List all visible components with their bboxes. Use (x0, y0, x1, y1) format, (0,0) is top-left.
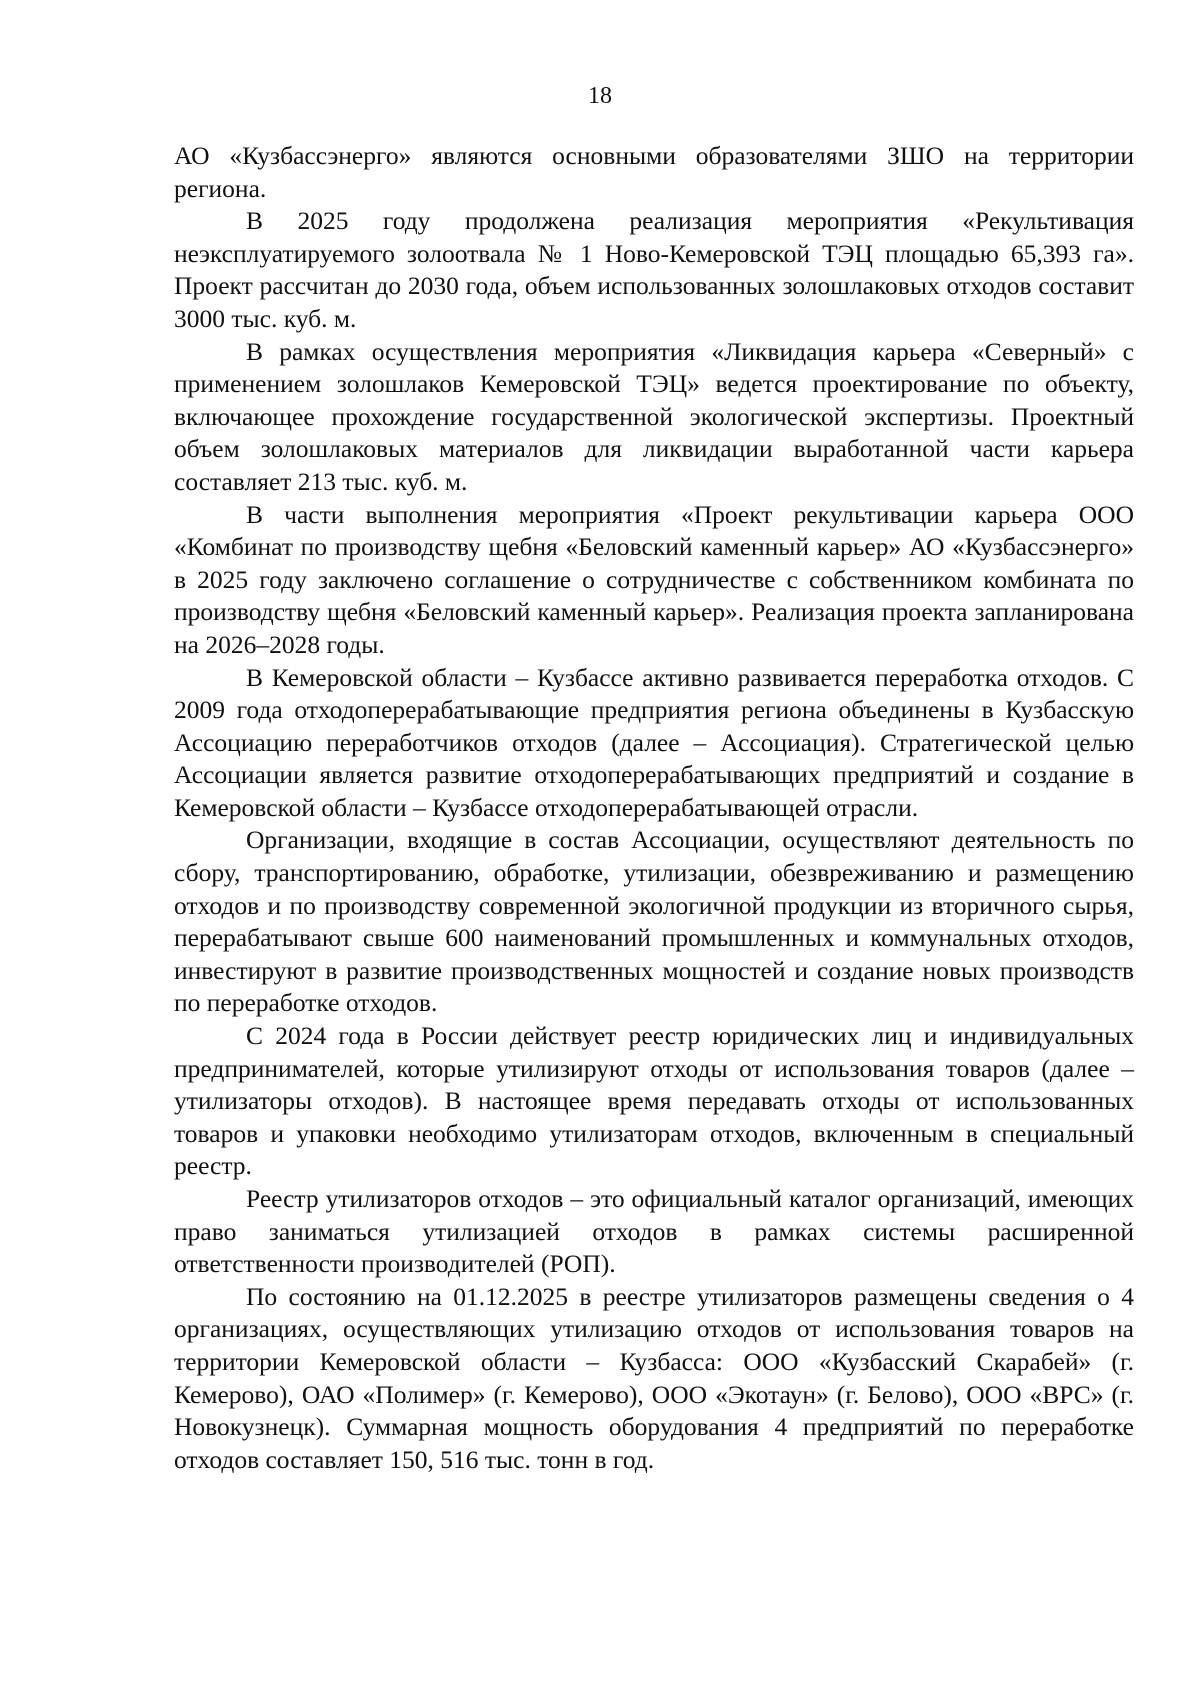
paragraph-registry-definition: Реестр утилизаторов отходов – это официальный каталог организаций, имеющих право заниматься утилизацией отходов в рамках системы расширенной ответственности производителей (РОП). (174, 1184, 1134, 1279)
paragraph-kuzbassenergo-continuation: АО «Кузбассэнерго» являются основными образователями ЗШО на территории региона. (174, 141, 1134, 203)
document-body (174, 140, 1134, 1476)
paragraph-belovsky-quarry: В части выполнения мероприятия «Проект рекультивации карьера ООО «Комбинат по производству щебня «Беловский каменный карьер» АО «Кузбассэнерго» в 2025 году заключено соглашение о сотрудничестве с собственником комбината по производству щебня «Беловский каменный карьер». Реализация проекта запланирована на 2026–2028 годы. (174, 499, 1134, 659)
paragraph-ash-dump-recultivation: В 2025 году продолжена реализация мероприятия «Рекультивация неэксплуатируемого золоотвала № 1 Ново-Кемеровской ТЭЦ площадью 65,393 га». Проект рассчитан до 2030 года, объем использованных золошлаковых отходов составит 3000 тыс. куб. м. (174, 206, 1134, 333)
paragraph-recyclers-registry: С 2024 года в России действует реестр юридических лиц и индивидуальных предпринимателей, которые утилизируют отходы от использования товаров (далее – утилизаторы отходов). В настоящее время передавать отходы от использованных товаров и упаковки необходимо утилизаторам отходов, включенным в специальный реестр. (174, 1021, 1134, 1181)
paragraph-association-members: Организации, входящие в состав Ассоциации, осуществляют деятельность по сбору, транспортированию, обработке, утилизации, обезвреживанию и размещению отходов и по производству современной экологичной продукции из вторичного сырья, перерабатывают свыше 600 наименований промышленных и коммунальных отходов, инвестируют в развитие производственных мощностей и создание новых производств по переработке отходов. (174, 825, 1134, 1018)
paragraph-registry-status: По состоянию на 01.12.2025 в реестре утилизаторов размещены сведения о 4 организациях, осуществляющих утилизацию отходов от использования товаров на территории Кемеровской области – Кузбасса: ООО «Кузбасский Скарабей» (г. Кемерово), ОАО «Полимер» (г. Кемерово), ООО «Экотаун» (г. Белово), ООО «ВРС» (г. Новокузнецк). Суммарная мощность оборудования 4 предприятий по переработке отходов составляет 150, 516 тыс. тонн в год. (174, 1281, 1134, 1474)
paragraph-severny-quarry: В рамках осуществления мероприятия «Ликвидация карьера «Северный» с применением золошлаков Кемеровской ТЭЦ» ведется проектирование по объекту, включающее прохождение государственной экологической экспертизы. Проектный объем золошлаковых материалов для ликвидации выработанной части карьера составляет 213 тыс. куб. м. (174, 336, 1134, 496)
paragraph-waste-processing-association: В Кемеровской области – Кузбассе активно развивается переработка отходов. С 2009 года отходоперерабатывающие предприятия региона объединены в Кузбасскую Ассоциацию переработчиков отходов (далее – Ассоциация). Стратегической целью Ассоциации является развитие отходоперерабатывающих предприятий и создание в Кемеровской области – Кузбассе отходоперерабатывающей отрасли. (174, 662, 1134, 822)
page-number: 18 (588, 83, 612, 109)
